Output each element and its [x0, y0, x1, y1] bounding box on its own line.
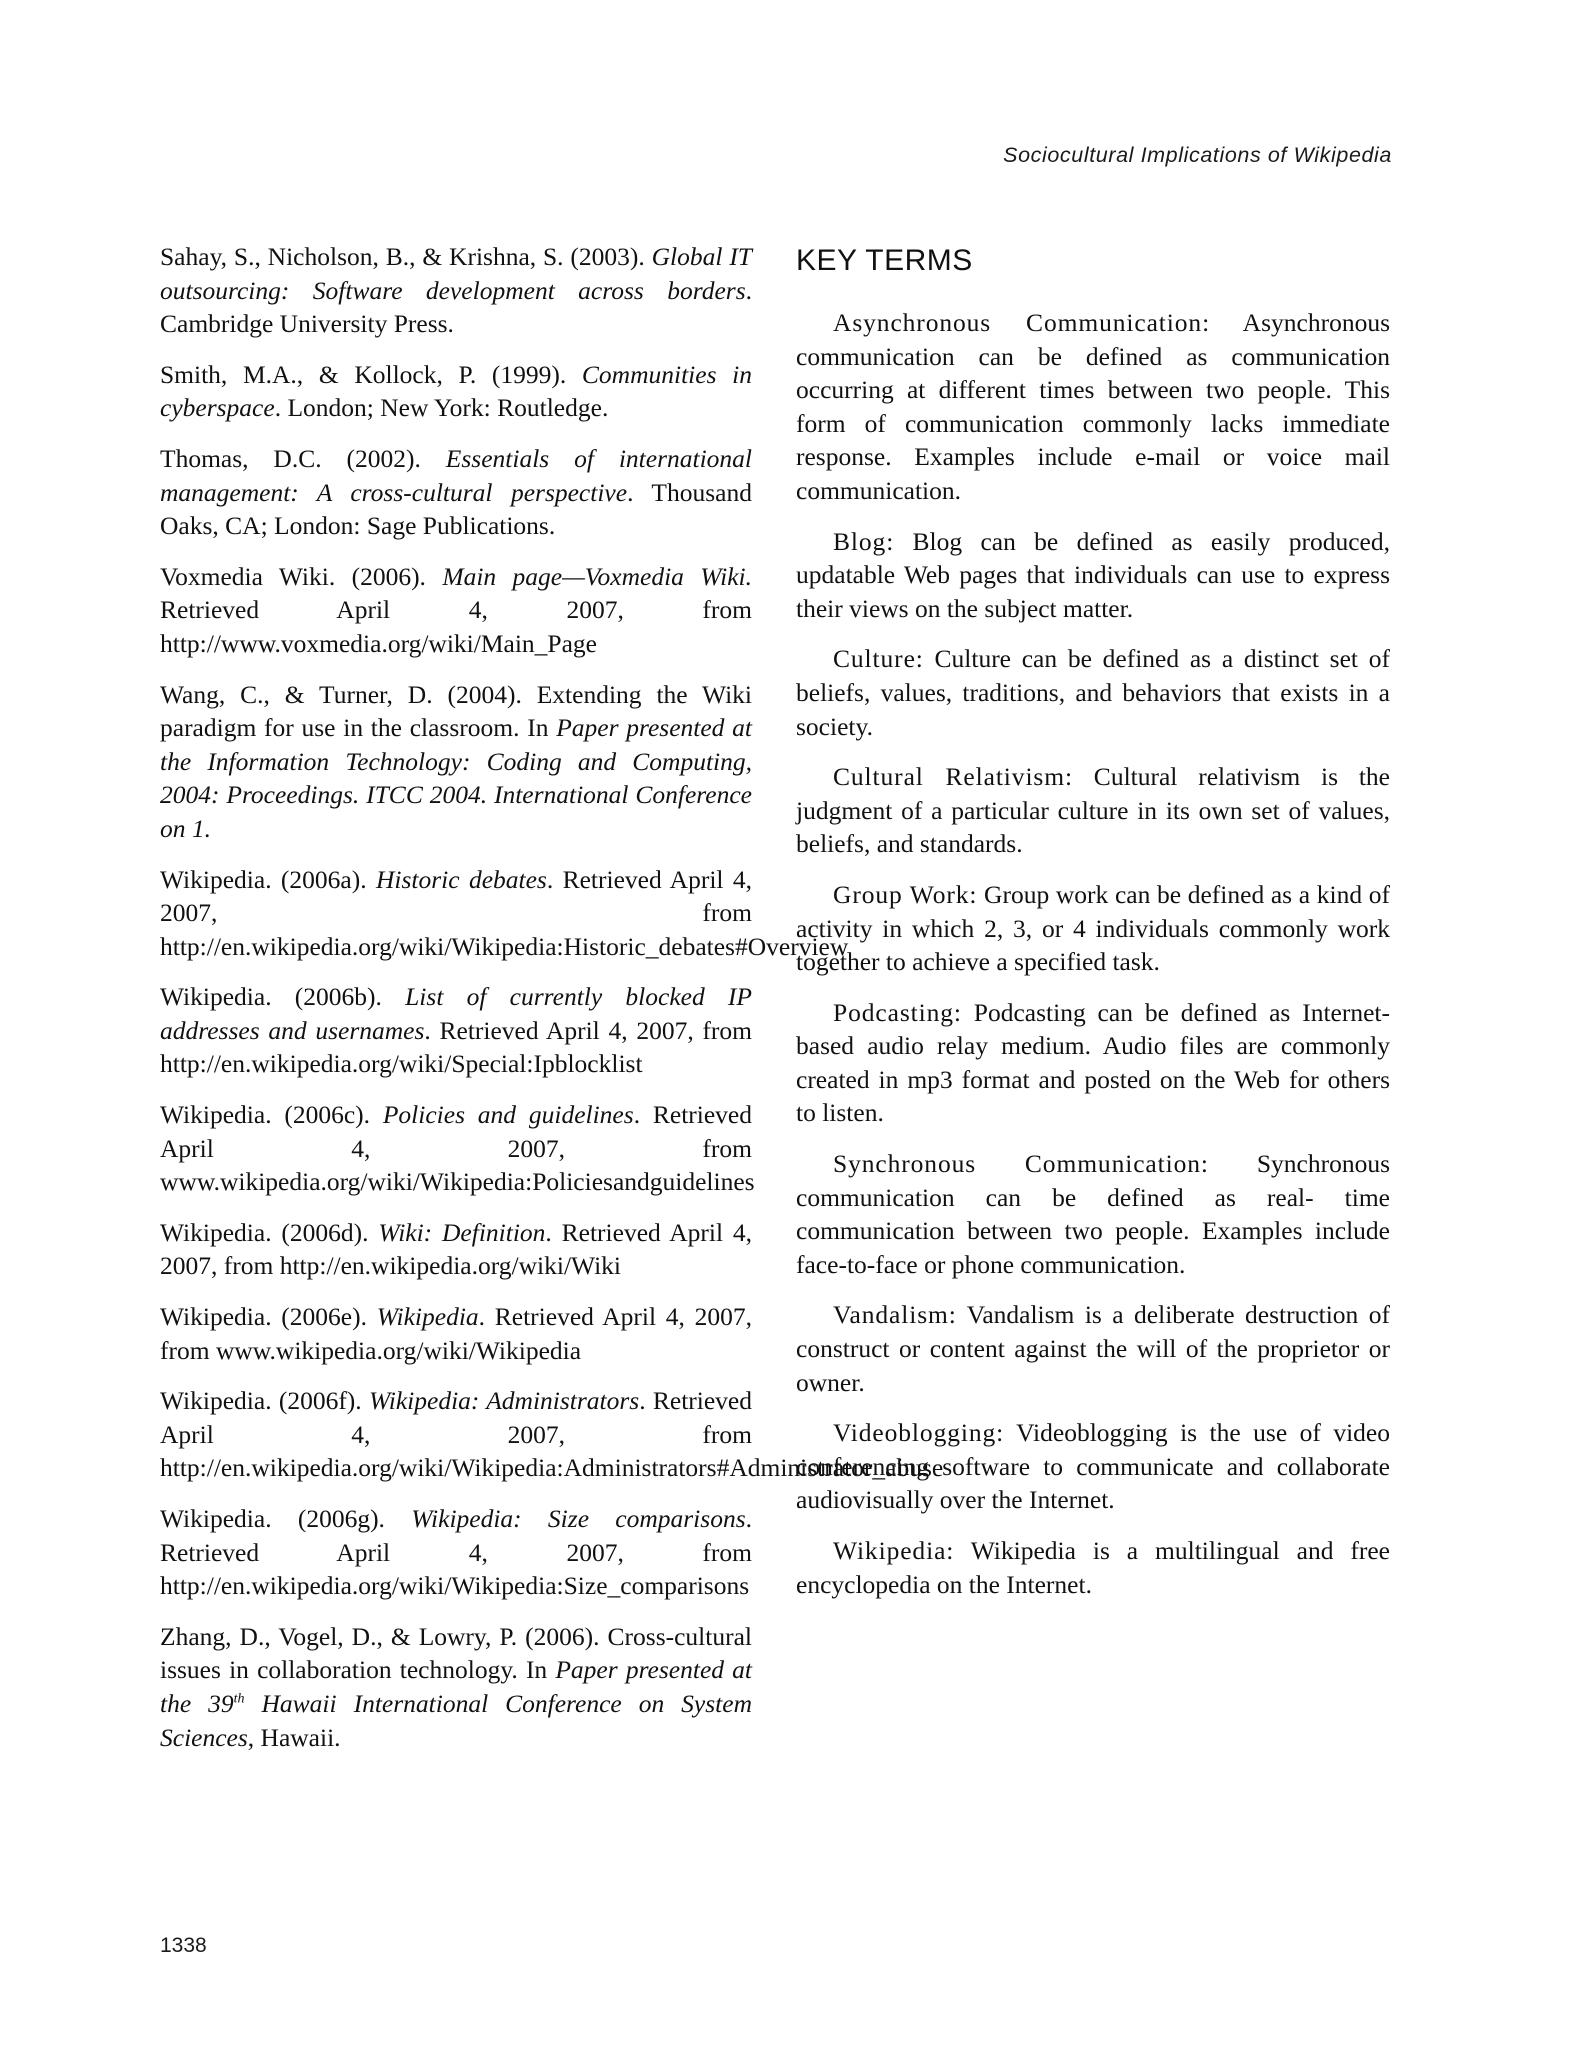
- reference-text: . Cambridge University Press.: [160, 275, 752, 339]
- reference-text: . Retrieved April 4, 2007, from www.wikipedia.org/wiki/Wikipedia:Policiesandguidelines: [160, 1100, 755, 1197]
- key-terms-heading: KEY TERMS: [796, 244, 973, 277]
- key-term-definition: Synchronous communication can be defined as real- time communication between two people. Examples include face-to-face or phone communication.: [796, 1149, 1391, 1279]
- reference-text: Zhang, D., Vogel, D., & Lowry, P. (2006). Cross-cultural issues in collaboration technology. In: [160, 1621, 752, 1685]
- reference-title: Wikipedia: Administrators: [368, 1386, 640, 1416]
- key-term-name: Podcasting:: [833, 997, 962, 1027]
- reference-text: Wang, C., & Turner, D. (2004). Extending the Wiki paradigm for use in the classroom. In: [160, 679, 752, 743]
- reference-text: , Hawaii.: [247, 1722, 341, 1752]
- reference-entry: [160, 1502, 752, 1603]
- key-term-entry: [796, 760, 1390, 861]
- key-term-entry: [796, 878, 1390, 979]
- key-term-definition: Podcasting can be defined as Internet-based audio relay medium. Audio files are commonly created in mp3 format and posted on the Web for others to listen.: [796, 997, 1390, 1128]
- key-term-definition: Culture can be defined as a distinct set of beliefs, values, traditions, and behaviors that exists in a society.: [796, 644, 1390, 741]
- key-term-entry: [796, 525, 1390, 626]
- key-term-name: Group Work:: [833, 879, 978, 909]
- reference-title: Paper presented at the Information Technology: Coding and Computing, 2004: Proceedings. ITCC 2004. International Conference on 1.: [160, 713, 753, 843]
- key-term-name: Asynchronous Communication:: [833, 308, 1211, 337]
- reference-title: Wikipedia: [376, 1302, 479, 1332]
- reference-text: . Retrieved April 4, 2007, from http://en.wikipedia.org/wiki/Wikipedia:Historic_debates#Overview: [160, 864, 849, 961]
- reference-title: Historic debates: [375, 864, 547, 894]
- reference-text: Retrieved April 4, 2007, from http://www.voxmedia.org/wiki/Main_Page: [160, 595, 752, 658]
- key-term-name: Culture:: [833, 644, 924, 674]
- reference-text: . Retrieved April 4, 2007, from http://en.wikipedia.org/wiki/Wikipedia:Administrators#Administrator_abuse: [160, 1386, 944, 1483]
- reference-entry: [160, 678, 752, 846]
- page-number: 1338: [160, 1934, 207, 1957]
- reference-text: Wikipedia. (2006d).: [160, 1217, 379, 1247]
- reference-text: . London; New York: Routledge.: [274, 393, 609, 423]
- reference-text: . Retrieved April 4, 2007, from www.wikipedia.org/wiki/Wikipedia: [160, 1302, 752, 1365]
- reference-entry: [160, 1098, 755, 1199]
- reference-text: Wikipedia. (2006b).: [160, 982, 406, 1012]
- reference-entry: [160, 560, 752, 661]
- reference-title: Communities in cyberspace: [160, 359, 752, 423]
- key-term-name: Synchronous Communication:: [833, 1149, 1209, 1179]
- key-term-name: Blog:: [833, 526, 895, 556]
- reference-text: Wikipedia. (2006a).: [160, 864, 376, 894]
- reference-text: Voxmedia Wiki. (2006).: [160, 561, 443, 591]
- reference-entry: [160, 863, 849, 964]
- key-term-definition: Asynchronous communication can be defined as communication occurring at different times between two people. This form of communication commonly lacks immediate response. Examples include e-mail or voice mail communication.: [796, 308, 1391, 505]
- reference-entry: [160, 1620, 752, 1754]
- ordinal-superscript: th: [233, 1691, 245, 1707]
- reference-title-part: Paper presented at the 39: [160, 1655, 752, 1718]
- reference-entry: [160, 442, 752, 543]
- key-term-name: Vandalism:: [833, 1300, 957, 1330]
- key-term-entry: [796, 996, 1390, 1130]
- reference-entry: [160, 1300, 752, 1367]
- reference-entry: [160, 1216, 752, 1283]
- key-term-definition: Videoblogging is the use of video conferencing software to communicate and collaborate audiovisually over the Internet.: [796, 1418, 1390, 1515]
- reference-text: . Retrieved April 4, 2007, from http://en.wikipedia.org/wiki/Special:Ipblocklist: [160, 1015, 752, 1079]
- key-term-entry: [796, 1147, 1390, 1281]
- reference-title: Wikipedia: Size comparisons: [411, 1504, 746, 1533]
- key-term-name: Videoblogging:: [833, 1418, 1005, 1448]
- reference-title: List of currently blocked IP addresses and usernames: [160, 982, 753, 1045]
- reference-text: Wikipedia. (2006g).: [160, 1504, 412, 1533]
- key-term-entry: [796, 1534, 1390, 1601]
- reference-entry: [160, 240, 752, 341]
- reference-text: Sahay, S., Nicholson, B., & Krishna, S. (2003).: [160, 242, 652, 271]
- running-title: Sociocultural Implications of Wikipedia: [1003, 143, 1392, 167]
- key-term-name: Wikipedia:: [833, 1536, 955, 1565]
- reference-text: Wikipedia. (2006e).: [160, 1302, 377, 1332]
- reference-title-part: Hawaii International Conference on System Sciences: [160, 1688, 752, 1752]
- reference-text: . Thousand Oaks, CA; London: Sage Publications.: [160, 477, 753, 541]
- key-term-entry: [796, 1416, 1390, 1517]
- reference-title: Wiki: Definition: [378, 1217, 546, 1247]
- key-term-definition: Blog can be defined as easily produced, updatable Web pages that individuals can use to express their views on the subject matter.: [796, 526, 1390, 623]
- reference-text: . Retrieved April 4, 2007, from http://en.wikipedia.org/wiki/Wiki: [160, 1217, 752, 1281]
- key-term-definition: Vandalism is a deliberate destruction of construct or content against the will of the proprietor or owner.: [796, 1300, 1390, 1397]
- reference-entry: [160, 358, 752, 425]
- reference-title: Global IT outsourcing: Software development across borders: [160, 242, 752, 305]
- key-terms-column: [796, 240, 1390, 1618]
- reference-title: Policies and guidelines: [382, 1100, 634, 1130]
- key-term-name: Cultural Relativism:: [833, 762, 1073, 792]
- reference-title: Essentials of international management: A cross-cultural perspective: [160, 443, 753, 507]
- key-term-definition: Cultural relativism is the judgment of a particular culture in its own set of values, beliefs, and standards.: [796, 762, 1390, 859]
- reference-text: . Retrieved April 4, 2007, from http://en.wikipedia.org/wiki/Wikipedia:Size_comparisons: [160, 1504, 752, 1601]
- key-term-definition: Group work can be defined as a kind of activity in which 2, 3, or 4 individuals commonly work together to achieve a specified task.: [796, 879, 1390, 977]
- reference-entry: [160, 980, 752, 1081]
- reference-text: Smith, M.A., & Kollock, P. (1999).: [160, 359, 582, 389]
- reference-text: Wikipedia. (2006c).: [160, 1100, 383, 1130]
- key-term-entry: [796, 642, 1390, 743]
- reference-title: Main page—Voxmedia Wiki.: [442, 561, 752, 591]
- reference-text: Wikipedia. (2006f).: [160, 1386, 369, 1416]
- key-term-entry: [796, 1298, 1390, 1399]
- reference-text: Thomas, D.C. (2002).: [160, 443, 446, 473]
- key-term-definition: Wikipedia is a multilingual and free encyclopedia on the Internet.: [796, 1536, 1390, 1599]
- key-term-entry: [796, 306, 1390, 508]
